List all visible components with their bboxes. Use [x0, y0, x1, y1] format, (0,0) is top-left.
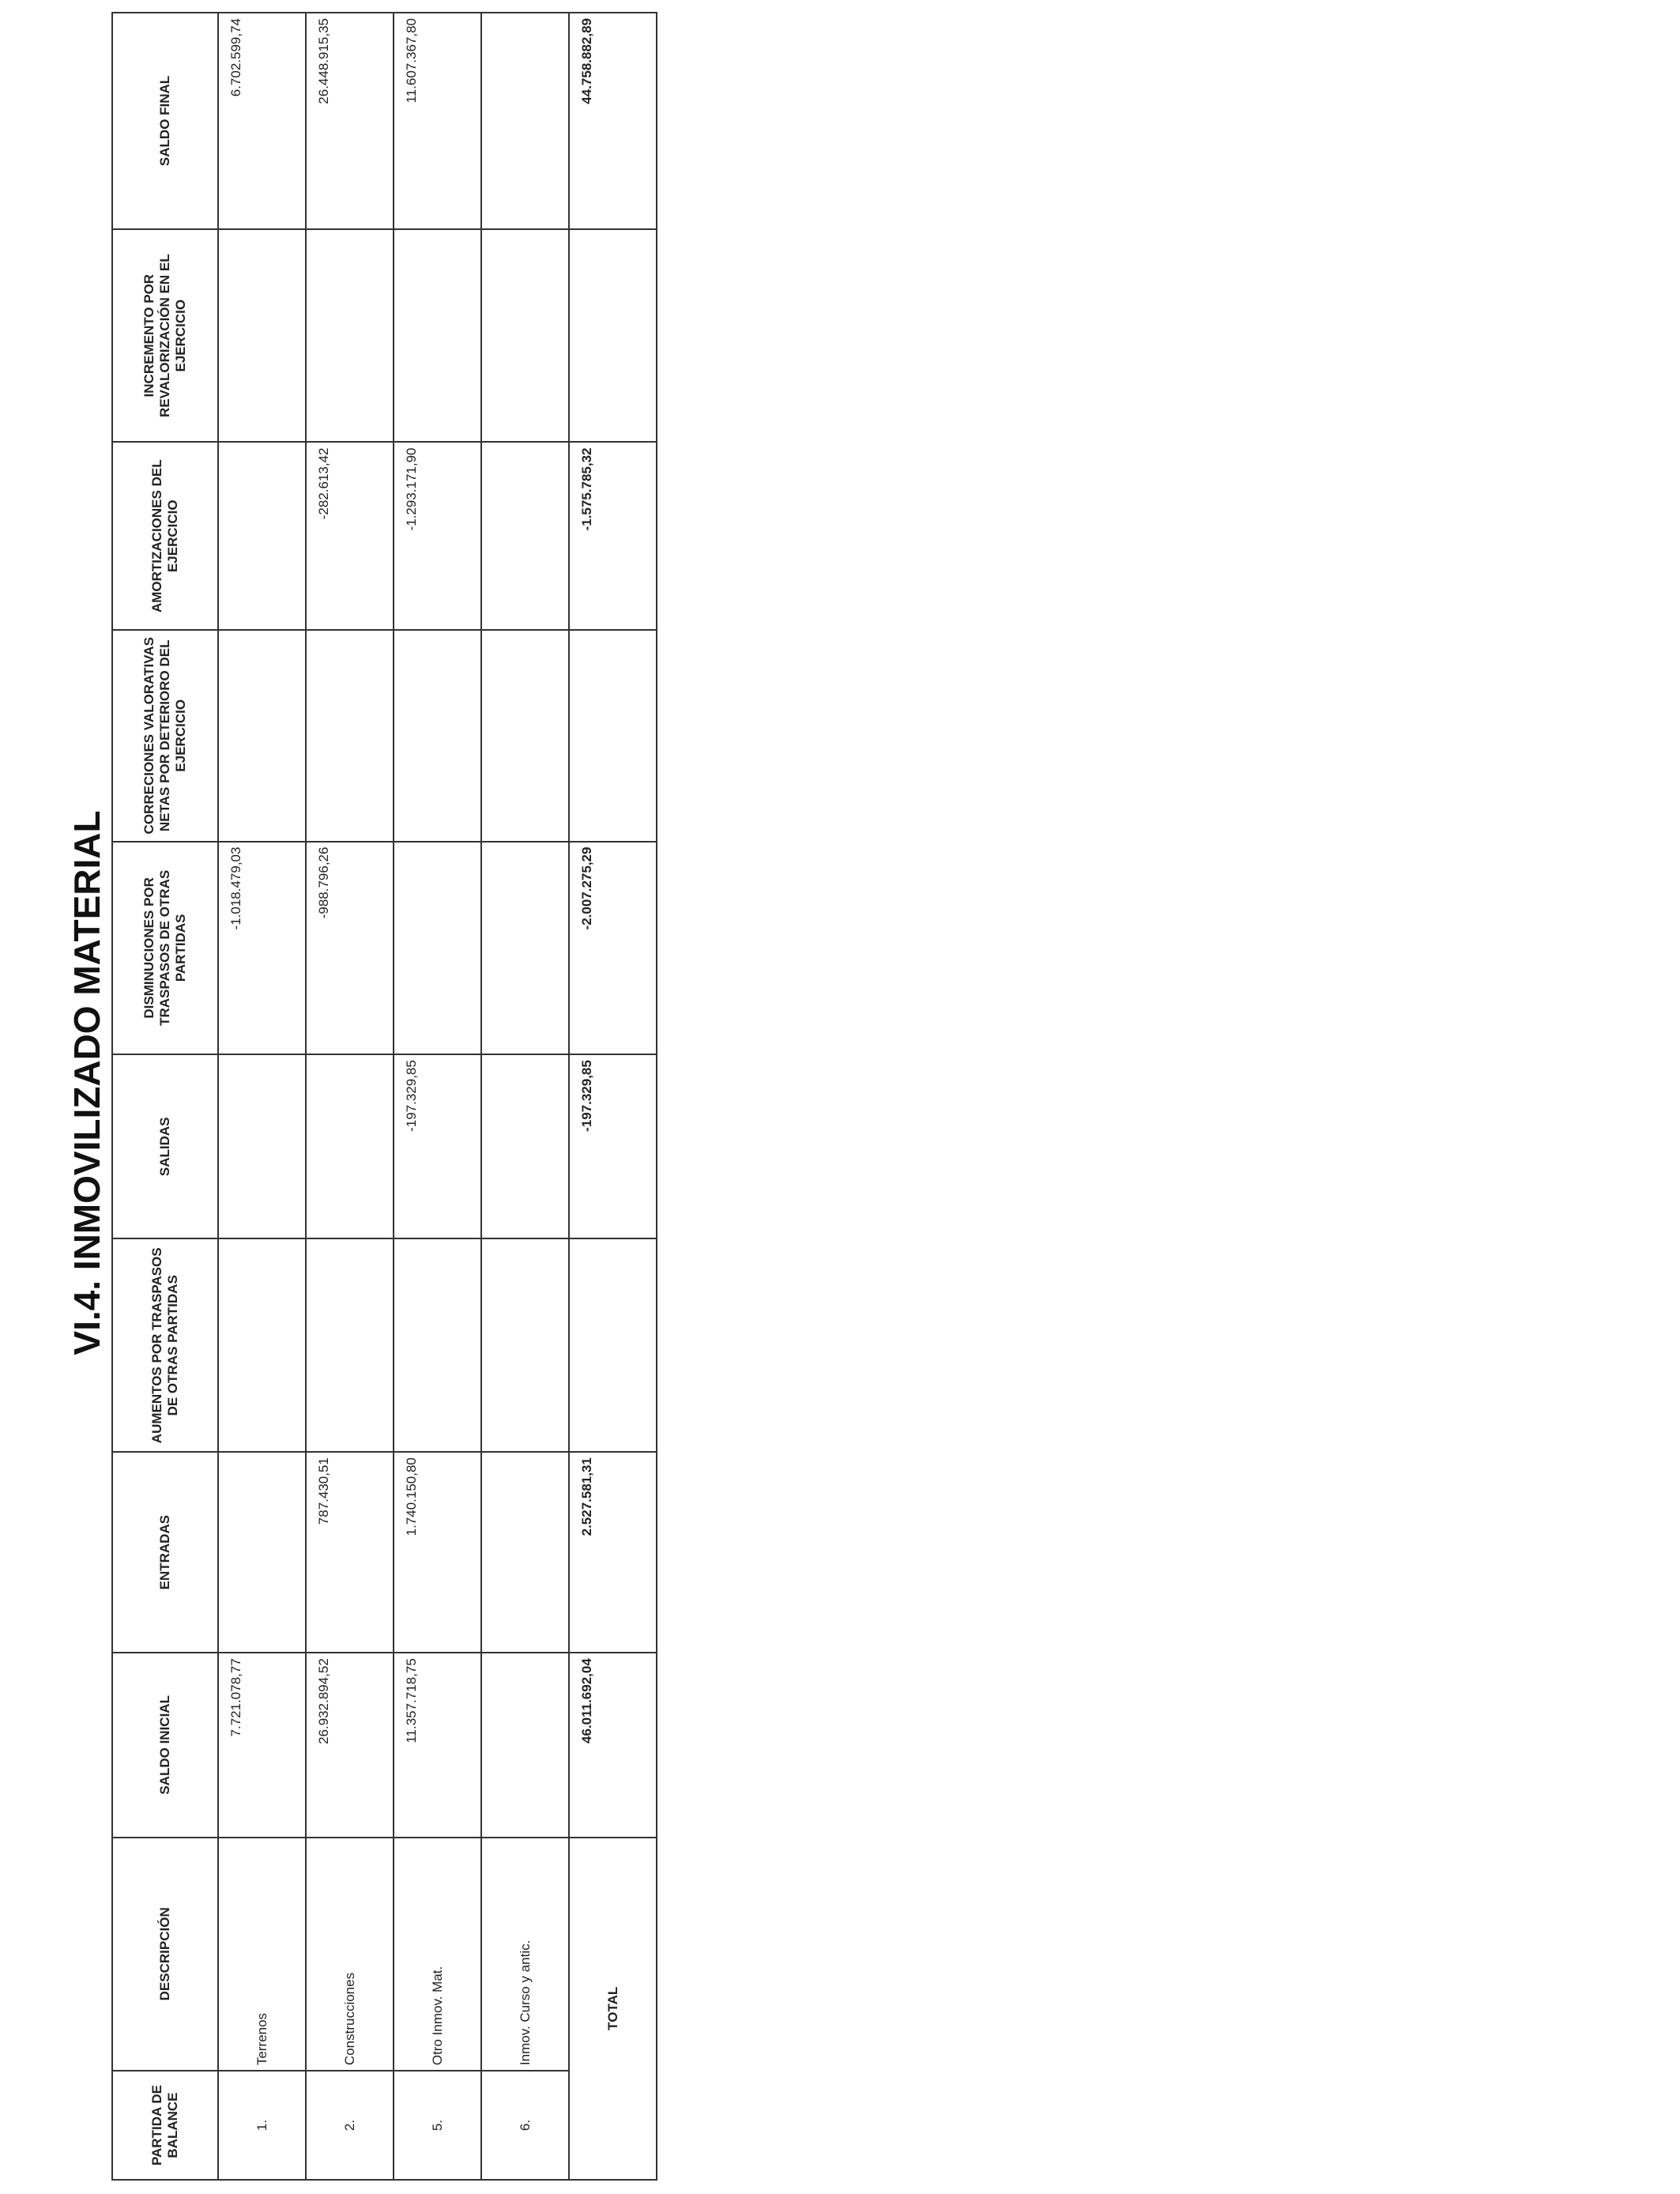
cell-saldo-final: 11.607.367,80 — [394, 13, 481, 229]
header-correcciones: CORRECIONES VALORATIVAS NETAS POR DETERIORO DEL EJERCICIO — [112, 630, 218, 842]
table-row — [218, 13, 306, 2180]
cell-descripcion: Construcciones — [306, 1838, 394, 2071]
inmovilizado-table-container — [111, 12, 620, 2181]
cell-correcciones — [218, 630, 306, 842]
total-entradas: 2.527.581,31 — [569, 1452, 657, 1653]
cell-saldo-inicial: 11.357.718,75 — [394, 1653, 481, 1837]
header-entradas: ENTRADAS — [112, 1452, 218, 1653]
cell-correcciones — [481, 630, 569, 842]
cell-descripcion: Inmov. Curso y antic. — [481, 1838, 569, 2071]
total-amortizaciones: -1.575.785,32 — [569, 442, 657, 629]
cell-entradas — [481, 1452, 569, 1653]
cell-entradas: 787.430,51 — [306, 1452, 394, 1653]
cell-aumentos — [394, 1238, 481, 1452]
total-saldo-final: 44.758.882,89 — [569, 13, 657, 229]
total-label: TOTAL — [569, 1838, 657, 2180]
cell-partida: 6. — [481, 2071, 569, 2180]
cell-partida: 1. — [218, 2071, 306, 2180]
header-aumentos: AUMENTOS POR TRASPASOS DE OTRAS PARTIDAS — [112, 1238, 218, 1452]
cell-saldo-final: 6.702.599,74 — [218, 13, 306, 229]
header-amortizaciones: AMORTIZACIONES DEL EJERCICIO — [112, 442, 218, 629]
total-row — [569, 13, 657, 2180]
header-descripcion: DESCRIPCIÓN — [112, 1838, 218, 2071]
header-salidas: SALIDAS — [112, 1054, 218, 1238]
cell-disminuciones — [394, 842, 481, 1055]
cell-amortizaciones — [218, 442, 306, 629]
cell-disminuciones — [481, 842, 569, 1055]
header-saldo-final: SALDO FINAL — [112, 13, 218, 229]
total-correcciones — [569, 630, 657, 842]
header-disminuciones: DISMINUCIONES POR TRASPASOS DE OTRAS PARTIDAS — [112, 842, 218, 1055]
cell-aumentos — [218, 1238, 306, 1452]
total-saldo-inicial: 46.011.692,04 — [569, 1653, 657, 1837]
table-row — [481, 13, 569, 2180]
cell-incremento — [394, 229, 481, 443]
cell-amortizaciones — [481, 442, 569, 629]
cell-saldo-final — [481, 13, 569, 229]
cell-saldo-inicial: 26.932.894,52 — [306, 1653, 394, 1837]
header-row — [112, 13, 218, 2180]
cell-incremento — [218, 229, 306, 443]
cell-correcciones — [306, 630, 394, 842]
cell-disminuciones: -988.796,26 — [306, 842, 394, 1055]
cell-partida: 2. — [306, 2071, 394, 2180]
cell-entradas: 1.740.150,80 — [394, 1452, 481, 1653]
cell-descripcion: Terrenos — [218, 1838, 306, 2071]
cell-salidas: -197.329,85 — [394, 1054, 481, 1238]
total-disminuciones: -2.007.275,29 — [569, 842, 657, 1055]
cell-partida: 5. — [394, 2071, 481, 2180]
cell-amortizaciones: -282.613,42 — [306, 442, 394, 629]
cell-saldo-inicial — [481, 1653, 569, 1837]
cell-salidas — [218, 1054, 306, 1238]
cell-salidas — [481, 1054, 569, 1238]
cell-saldo-inicial: 7.721.078,77 — [218, 1653, 306, 1837]
cell-incremento — [306, 229, 394, 443]
cell-correcciones — [394, 630, 481, 842]
page-title: VI.4. INMOVILIZADO MATERIAL — [66, 810, 107, 1355]
cell-aumentos — [481, 1238, 569, 1452]
cell-saldo-final: 26.448.915,35 — [306, 13, 394, 229]
cell-descripcion: Otro Inmov. Mat. — [394, 1838, 481, 2071]
cell-disminuciones: -1.018.479,03 — [218, 842, 306, 1055]
total-salidas: -197.329,85 — [569, 1054, 657, 1238]
cell-aumentos — [306, 1238, 394, 1452]
table-row — [394, 13, 481, 2180]
header-saldo-inicial: SALDO INICIAL — [112, 1653, 218, 1837]
header-partida: PARTIDA DE BALANCE — [112, 2071, 218, 2180]
cell-incremento — [481, 229, 569, 443]
cell-amortizaciones: -1.293.171,90 — [394, 442, 481, 629]
cell-entradas — [218, 1452, 306, 1653]
inmovilizado-table — [111, 12, 657, 2181]
total-aumentos — [569, 1238, 657, 1452]
cell-salidas — [306, 1054, 394, 1238]
header-incremento: INCREMENTO POR REVALORIZACIÓN EN EL EJERCICIO — [112, 229, 218, 443]
total-incremento — [569, 229, 657, 443]
table-row — [306, 13, 394, 2180]
